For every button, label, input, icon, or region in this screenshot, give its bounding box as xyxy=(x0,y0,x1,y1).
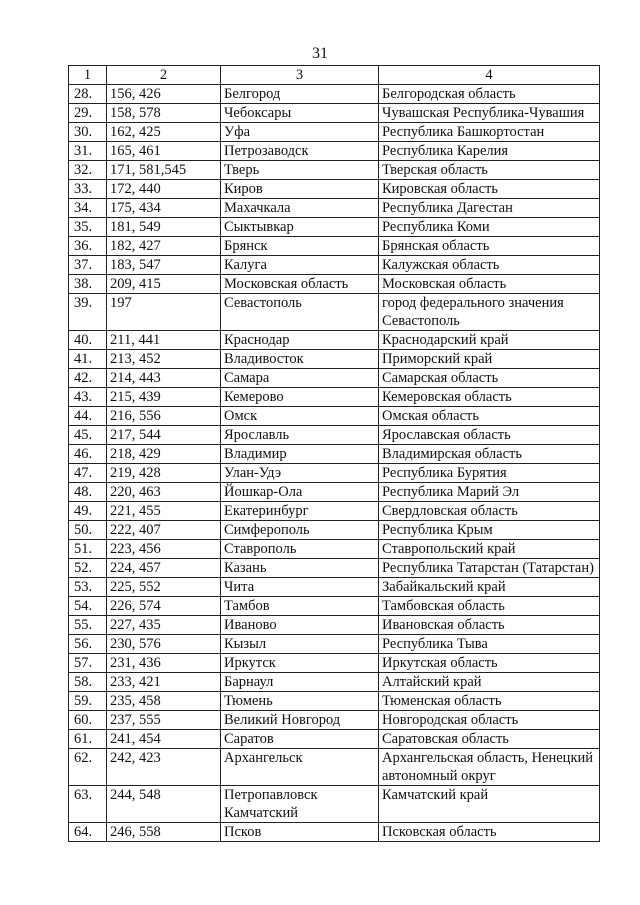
code-cell: 183, 547 xyxy=(107,256,221,275)
city-cell: Краснодар xyxy=(221,331,379,350)
city-cell: Кызыл xyxy=(221,635,379,654)
row-number: 53. xyxy=(69,578,107,597)
table-row xyxy=(69,464,600,483)
row-number: 43. xyxy=(69,388,107,407)
row-number: 48. xyxy=(69,483,107,502)
city-cell: Йошкар-Ола xyxy=(221,483,379,502)
table-row xyxy=(69,161,600,180)
table-row xyxy=(69,578,600,597)
table-row xyxy=(69,256,600,275)
city-cell: Великий Новгород xyxy=(221,711,379,730)
row-number: 59. xyxy=(69,692,107,711)
code-cell: 165, 461 xyxy=(107,142,221,161)
city-cell: Чебоксары xyxy=(221,104,379,123)
row-number: 64. xyxy=(69,823,107,842)
row-number: 29. xyxy=(69,104,107,123)
table-row xyxy=(69,597,600,616)
row-number: 30. xyxy=(69,123,107,142)
table-row xyxy=(69,521,600,540)
row-number: 31. xyxy=(69,142,107,161)
table-row xyxy=(69,711,600,730)
column-header-1: 1 xyxy=(69,66,107,85)
city-cell: Иркутск xyxy=(221,654,379,673)
code-cell: 223, 456 xyxy=(107,540,221,559)
table-row xyxy=(69,673,600,692)
region-cell: город федерального значения Севастополь xyxy=(379,294,600,331)
code-cell: 214, 443 xyxy=(107,369,221,388)
city-cell: Казань xyxy=(221,559,379,578)
region-cell: Тюменская область xyxy=(379,692,600,711)
code-cell: 220, 463 xyxy=(107,483,221,502)
code-cell: 156, 426 xyxy=(107,85,221,104)
row-number: 63. xyxy=(69,786,107,823)
table-row xyxy=(69,635,600,654)
region-cell: Свердловская область xyxy=(379,502,600,521)
row-number: 39. xyxy=(69,294,107,331)
row-number: 62. xyxy=(69,749,107,786)
row-number: 32. xyxy=(69,161,107,180)
city-cell: Петрозаводск xyxy=(221,142,379,161)
city-cell: Архангельск xyxy=(221,749,379,786)
table-row xyxy=(69,786,600,823)
row-number: 38. xyxy=(69,275,107,294)
region-cell: Иркутская область xyxy=(379,654,600,673)
table-row xyxy=(69,692,600,711)
code-cell: 231, 436 xyxy=(107,654,221,673)
region-cell: Республика Татарстан (Татарстан) xyxy=(379,559,600,578)
row-number: 36. xyxy=(69,237,107,256)
page-number: 31 xyxy=(312,45,328,62)
city-cell: Сыктывкар xyxy=(221,218,379,237)
region-cell: Республика Марий Эл xyxy=(379,483,600,502)
city-cell: Псков xyxy=(221,823,379,842)
table-row xyxy=(69,749,600,786)
city-cell: Севастополь xyxy=(221,294,379,331)
code-cell: 211, 441 xyxy=(107,331,221,350)
row-number: 47. xyxy=(69,464,107,483)
city-cell: Владивосток xyxy=(221,350,379,369)
region-cell: Калужская область xyxy=(379,256,600,275)
code-cell: 182, 427 xyxy=(107,237,221,256)
code-cell: 217, 544 xyxy=(107,426,221,445)
row-number: 37. xyxy=(69,256,107,275)
table-row xyxy=(69,426,600,445)
city-cell: Тверь xyxy=(221,161,379,180)
code-cell: 181, 549 xyxy=(107,218,221,237)
city-cell: Белгород xyxy=(221,85,379,104)
city-cell: Тюмень xyxy=(221,692,379,711)
row-number: 50. xyxy=(69,521,107,540)
city-cell: Самара xyxy=(221,369,379,388)
region-cell: Тамбовская область xyxy=(379,597,600,616)
row-number: 61. xyxy=(69,730,107,749)
row-number: 51. xyxy=(69,540,107,559)
code-cell: 225, 552 xyxy=(107,578,221,597)
code-cell: 221, 455 xyxy=(107,502,221,521)
code-cell: 244, 548 xyxy=(107,786,221,823)
city-cell: Владимир xyxy=(221,445,379,464)
table-row xyxy=(69,445,600,464)
city-cell: Симферополь xyxy=(221,521,379,540)
city-cell: Омск xyxy=(221,407,379,426)
table-row xyxy=(69,823,600,842)
city-cell: Ярославль xyxy=(221,426,379,445)
code-cell: 233, 421 xyxy=(107,673,221,692)
code-cell: 171, 581,545 xyxy=(107,161,221,180)
row-number: 42. xyxy=(69,369,107,388)
code-cell: 235, 458 xyxy=(107,692,221,711)
region-cell: Забайкальский край xyxy=(379,578,600,597)
table-row xyxy=(69,331,600,350)
row-number: 44. xyxy=(69,407,107,426)
region-cell: Приморский край xyxy=(379,350,600,369)
city-cell: Кемерово xyxy=(221,388,379,407)
region-cell: Брянская область xyxy=(379,237,600,256)
table-row xyxy=(69,218,600,237)
city-cell: Екатеринбург xyxy=(221,502,379,521)
region-cell: Тверская область xyxy=(379,161,600,180)
row-number: 46. xyxy=(69,445,107,464)
city-cell: Киров xyxy=(221,180,379,199)
table-row xyxy=(69,350,600,369)
code-cell: 175, 434 xyxy=(107,199,221,218)
row-number: 57. xyxy=(69,654,107,673)
code-cell: 241, 454 xyxy=(107,730,221,749)
city-cell: Ставрополь xyxy=(221,540,379,559)
row-number: 40. xyxy=(69,331,107,350)
code-cell: 213, 452 xyxy=(107,350,221,369)
table-row xyxy=(69,483,600,502)
table-row xyxy=(69,199,600,218)
table-header-row xyxy=(69,66,600,85)
region-cell: Новгородская область xyxy=(379,711,600,730)
region-cell: Краснодарский край xyxy=(379,331,600,350)
city-cell: Петропавловск Камчатский xyxy=(221,786,379,823)
region-cell: Ставропольский край xyxy=(379,540,600,559)
row-number: 41. xyxy=(69,350,107,369)
table-row xyxy=(69,654,600,673)
table-row xyxy=(69,407,600,426)
code-cell: 222, 407 xyxy=(107,521,221,540)
code-cell: 227, 435 xyxy=(107,616,221,635)
table-row xyxy=(69,237,600,256)
row-number: 60. xyxy=(69,711,107,730)
city-cell: Улан-Удэ xyxy=(221,464,379,483)
row-number: 28. xyxy=(69,85,107,104)
region-cell: Псковская область xyxy=(379,823,600,842)
row-number: 49. xyxy=(69,502,107,521)
table-row xyxy=(69,123,600,142)
region-cell: Архангельская область, Ненецкий автономный округ xyxy=(379,749,600,786)
region-cell: Республика Тыва xyxy=(379,635,600,654)
table-row xyxy=(69,388,600,407)
city-cell: Махачкала xyxy=(221,199,379,218)
code-cell: 237, 555 xyxy=(107,711,221,730)
code-cell: 224, 457 xyxy=(107,559,221,578)
region-cell: Чувашская Республика-Чувашия xyxy=(379,104,600,123)
table-body xyxy=(69,85,600,842)
code-cell: 230, 576 xyxy=(107,635,221,654)
city-cell: Брянск xyxy=(221,237,379,256)
row-number: 33. xyxy=(69,180,107,199)
region-cell: Ярославская область xyxy=(379,426,600,445)
table-row xyxy=(69,142,600,161)
city-cell: Уфа xyxy=(221,123,379,142)
region-cell: Саратовская область xyxy=(379,730,600,749)
table-row xyxy=(69,502,600,521)
region-cell: Владимирская область xyxy=(379,445,600,464)
region-cell: Кемеровская область xyxy=(379,388,600,407)
row-number: 35. xyxy=(69,218,107,237)
row-number: 45. xyxy=(69,426,107,445)
table-row xyxy=(69,104,600,123)
table-row xyxy=(69,540,600,559)
city-cell: Саратов xyxy=(221,730,379,749)
column-header-3: 3 xyxy=(221,66,379,85)
table-row xyxy=(69,616,600,635)
code-cell: 162, 425 xyxy=(107,123,221,142)
region-cell: Республика Дагестан xyxy=(379,199,600,218)
row-number: 54. xyxy=(69,597,107,616)
table-row xyxy=(69,275,600,294)
region-cell: Республика Крым xyxy=(379,521,600,540)
region-cell: Республика Бурятия xyxy=(379,464,600,483)
code-cell: 158, 578 xyxy=(107,104,221,123)
city-cell: Иваново xyxy=(221,616,379,635)
region-cell: Республика Башкортостан xyxy=(379,123,600,142)
row-number: 58. xyxy=(69,673,107,692)
city-cell: Барнаул xyxy=(221,673,379,692)
row-number: 55. xyxy=(69,616,107,635)
row-number: 56. xyxy=(69,635,107,654)
table-row xyxy=(69,294,600,331)
region-cell: Камчатский край xyxy=(379,786,600,823)
region-cell: Московская область xyxy=(379,275,600,294)
region-cell: Республика Карелия xyxy=(379,142,600,161)
code-cell: 209, 415 xyxy=(107,275,221,294)
code-cell: 215, 439 xyxy=(107,388,221,407)
code-cell: 197 xyxy=(107,294,221,331)
region-cell: Кировская область xyxy=(379,180,600,199)
code-cell: 172, 440 xyxy=(107,180,221,199)
table-row xyxy=(69,180,600,199)
city-cell: Чита xyxy=(221,578,379,597)
city-cell: Калуга xyxy=(221,256,379,275)
region-cell: Республика Коми xyxy=(379,218,600,237)
table-row xyxy=(69,559,600,578)
code-cell: 246, 558 xyxy=(107,823,221,842)
row-number: 52. xyxy=(69,559,107,578)
table-row xyxy=(69,369,600,388)
regions-table xyxy=(68,65,600,842)
column-header-2: 2 xyxy=(107,66,221,85)
table-row xyxy=(69,85,600,104)
code-cell: 219, 428 xyxy=(107,464,221,483)
code-cell: 242, 423 xyxy=(107,749,221,786)
region-cell: Белгородская область xyxy=(379,85,600,104)
region-cell: Самарская область xyxy=(379,369,600,388)
region-cell: Алтайский край xyxy=(379,673,600,692)
region-cell: Омская область xyxy=(379,407,600,426)
table-row xyxy=(69,730,600,749)
region-cell: Ивановская область xyxy=(379,616,600,635)
code-cell: 218, 429 xyxy=(107,445,221,464)
row-number: 34. xyxy=(69,199,107,218)
code-cell: 226, 574 xyxy=(107,597,221,616)
code-cell: 216, 556 xyxy=(107,407,221,426)
city-cell: Тамбов xyxy=(221,597,379,616)
city-cell: Московская область xyxy=(221,275,379,294)
column-header-4: 4 xyxy=(379,66,600,85)
